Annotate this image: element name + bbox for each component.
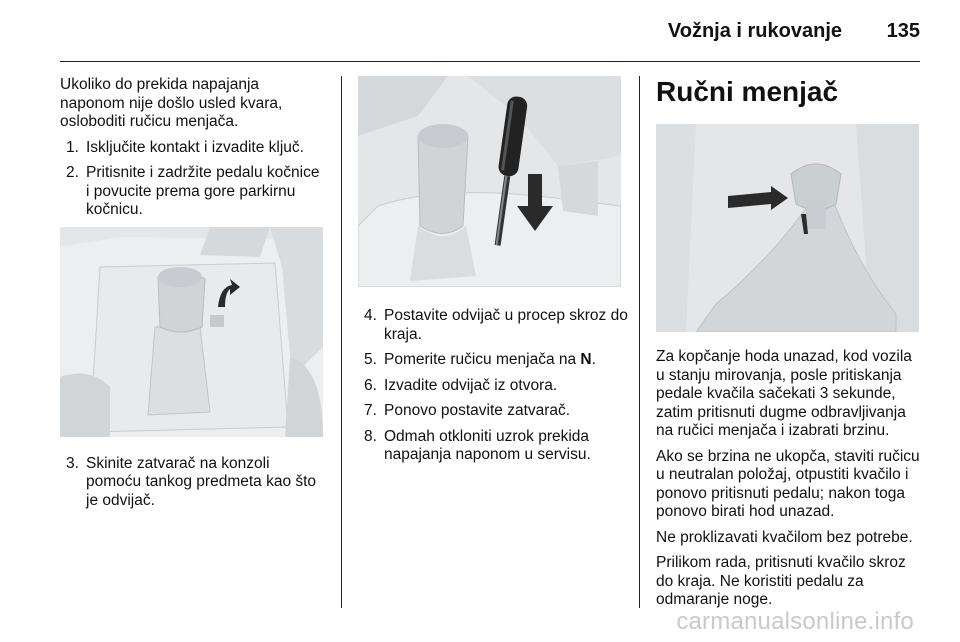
intro-paragraph: Ukoliko do prekida napajanja naponom nije došlo usled kvara, osloboditi ručicu menjača. bbox=[60, 76, 283, 130]
step-item bbox=[60, 164, 326, 220]
steps-list-top bbox=[60, 139, 326, 220]
paragraph: Ako se brzina ne ukopča, staviti ručicu u neutralan položaj, otpustiti kvačilo i ponovo pritisnuti pedalu; nakon toga ponovo birati hod unazad. bbox=[656, 447, 920, 520]
step-text: Pritisnite i zadržite pedalu kočnice i povucite prema gore parkirnu kočnicu. bbox=[86, 164, 320, 218]
illustration-gear-lever-cover bbox=[60, 227, 323, 437]
steps-list-middle bbox=[358, 307, 628, 465]
step-number: 5. bbox=[364, 351, 377, 368]
page-header bbox=[60, 0, 920, 62]
step-item bbox=[358, 307, 628, 344]
watermark: carmanualsonline.info bbox=[676, 608, 914, 635]
step-number: 1. bbox=[66, 138, 79, 156]
step-number: 4. bbox=[364, 307, 377, 324]
step-number: 8. bbox=[364, 427, 377, 445]
step-number: 6. bbox=[364, 376, 377, 394]
column-divider-right bbox=[639, 76, 640, 608]
step-text-before: Pomerite ručicu menjača na bbox=[384, 351, 581, 368]
step-item bbox=[358, 351, 628, 370]
step-text: Postavite odvijač u procep skroz do kraja. bbox=[384, 307, 628, 343]
illustration-screwdriver bbox=[358, 76, 621, 287]
step-text: Skinite zatvarač na konzoli pomoću tankog predmeta kao što je odvijač. bbox=[86, 454, 317, 509]
steps-list-bottom bbox=[60, 455, 326, 511]
right-column bbox=[656, 76, 922, 617]
paragraph: Ne proklizavati kvačilom bez potrebe. bbox=[656, 528, 913, 546]
step-number: 7. bbox=[364, 402, 377, 419]
section-title: Ručni menjač bbox=[656, 76, 839, 107]
paragraph: Prilikom rada, pritisnuti kvačilo skroz do kraja. Ne koristiti pedalu za odmaranje noge. bbox=[656, 554, 906, 608]
header-title: Vožnja i rukovanje bbox=[667, 20, 842, 42]
step-text: Ponovo postavite zatvarač. bbox=[384, 402, 571, 419]
step-item bbox=[358, 377, 628, 396]
step-item bbox=[358, 428, 628, 465]
step-text: Odmah otkloniti uzrok prekida napajanja naponom u servisu. bbox=[384, 427, 591, 463]
illustration-manual-shifter bbox=[656, 124, 919, 332]
step-item bbox=[358, 402, 628, 421]
column-divider-left bbox=[341, 76, 342, 608]
left-column bbox=[60, 76, 326, 517]
paragraph: Za kopčanje hoda unazad, kod vozila u stanju mirovanja, posle pritiskanja pedale kvačila sačekati 3 sekunde, zatim pritisnuti dugme odbravljivanja na ručici menjača i izabrati brzinu. bbox=[656, 348, 912, 439]
step-item bbox=[60, 455, 326, 511]
step-text-after: . bbox=[591, 351, 596, 368]
page-number: 135 bbox=[886, 20, 920, 42]
step-number: 3. bbox=[66, 454, 79, 472]
middle-column bbox=[358, 76, 628, 472]
step-text: Izvadite odvijač iz otvora. bbox=[384, 376, 558, 394]
step-text-bold: N bbox=[580, 351, 592, 368]
step-item bbox=[60, 139, 326, 158]
step-text: Isključite kontakt i izvadite ključ. bbox=[86, 138, 304, 156]
step-number: 2. bbox=[66, 164, 79, 181]
